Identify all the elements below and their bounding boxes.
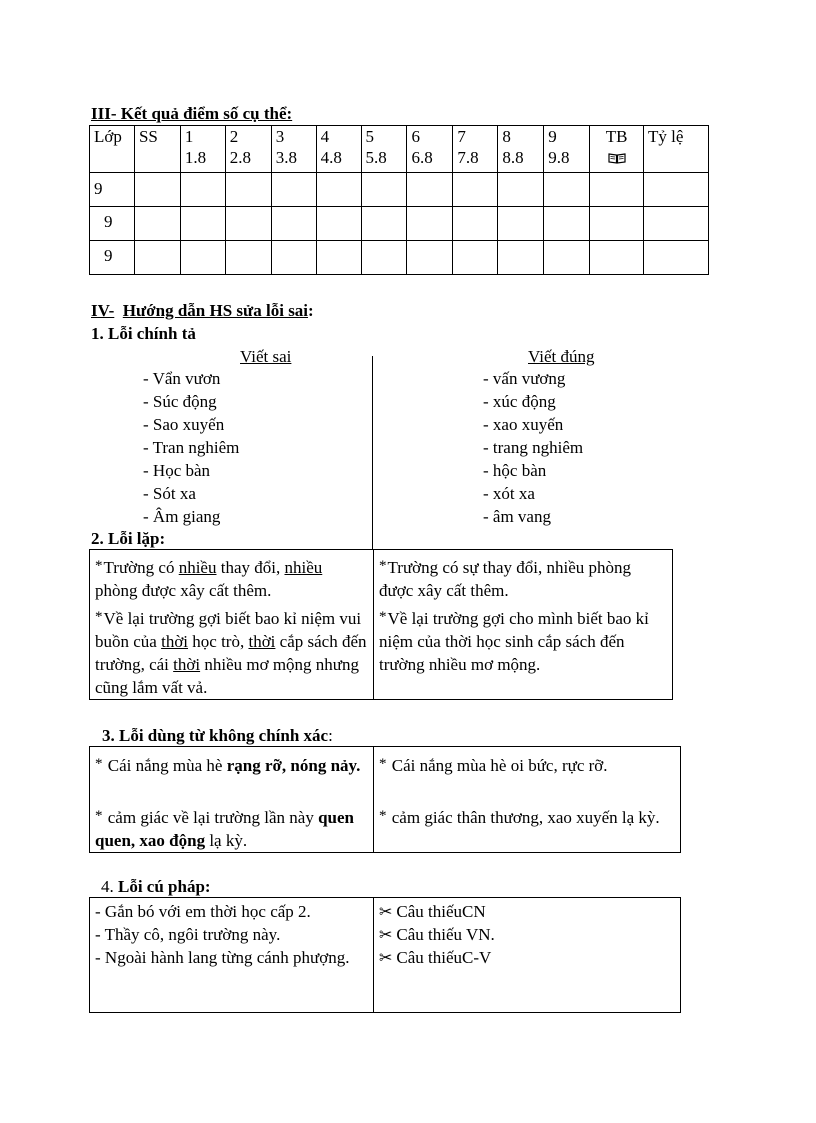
col-header: Lớp bbox=[90, 126, 135, 173]
spelling-title: 1. Lỗi chính tả bbox=[91, 324, 196, 343]
right-header: Viết đúng bbox=[528, 347, 595, 366]
col-header: 4 4.8 bbox=[316, 126, 361, 173]
asterisk-icon: * bbox=[379, 609, 387, 625]
list-item: - hộc bàn bbox=[483, 461, 547, 480]
asterisk-icon: * bbox=[95, 558, 103, 574]
repetition-title: 2. Lỗi lặp: bbox=[91, 529, 166, 548]
open-book-icon bbox=[608, 152, 626, 164]
col-header: 8 8.8 bbox=[498, 126, 544, 173]
list-item: - Âm giang bbox=[143, 507, 221, 526]
syntax-title: 4. Lỗi cú pháp: bbox=[101, 877, 211, 896]
repetition-right-2: *Về lại trường gợi cho mình biết bao kỉ niệm của thời học sinh cắp sách đến trường nhiều mơ mộng. bbox=[379, 609, 649, 674]
col-header: 1 1.8 bbox=[180, 126, 225, 173]
asterisk-icon: * bbox=[95, 756, 103, 772]
list-item: - Gắn bó với em thời học cấp 2. bbox=[95, 902, 311, 921]
scissors-icon: ✂ bbox=[379, 948, 393, 967]
list-item: - Thầy cô, ngôi trường này. bbox=[95, 925, 281, 944]
score-table bbox=[89, 125, 709, 275]
word-use-right-1: * Cái nắng mùa hè oi bức, rực rỡ. bbox=[379, 756, 608, 775]
table-row bbox=[90, 207, 709, 241]
column-divider bbox=[372, 356, 373, 550]
list-item: - âm vang bbox=[483, 507, 551, 526]
row-class: 9 bbox=[90, 207, 135, 241]
list-item: ✂ Câu thiếuC-V bbox=[379, 948, 492, 967]
syntax-wrong-list bbox=[90, 898, 373, 969]
list-item: - Sao xuyến bbox=[143, 415, 225, 434]
col-header: SS bbox=[134, 126, 180, 173]
word-use-title: 3. Lỗi dùng từ không chính xác: bbox=[102, 726, 333, 745]
list-item: - Học bàn bbox=[143, 461, 211, 480]
asterisk-icon: * bbox=[95, 609, 103, 625]
col-header: 9 9.8 bbox=[544, 126, 590, 173]
col-header: 3 3.8 bbox=[271, 126, 316, 173]
row-class: 9 bbox=[90, 241, 135, 275]
asterisk-icon: * bbox=[95, 808, 103, 824]
list-item: - Súc động bbox=[143, 392, 217, 411]
col-header: 2 2.8 bbox=[225, 126, 271, 173]
col-header: TB bbox=[590, 126, 644, 173]
col-header: 6 6.8 bbox=[407, 126, 453, 173]
word-use-wrong-2: * cảm giác về lại trường lần này quen quen, xao động lạ kỳ. bbox=[95, 808, 354, 850]
section4-title: IV- Hướng dẫn HS sửa lỗi sai: bbox=[91, 301, 314, 320]
word-use-wrong-1: * Cái nắng mùa hè rạng rỡ, nóng nảy. bbox=[95, 756, 361, 775]
col-header: Tỷ lệ bbox=[644, 126, 709, 173]
list-item: - Vẩn vươn bbox=[143, 369, 221, 388]
score-table-header bbox=[90, 126, 709, 173]
scissors-icon: ✂ bbox=[379, 902, 393, 921]
list-item: ✂ Câu thiếu VN. bbox=[379, 925, 495, 944]
section3-title: III- Kết quả điểm số cụ thể: bbox=[91, 104, 293, 123]
list-item: - xao xuyến bbox=[483, 415, 564, 434]
right-spelling-list bbox=[483, 367, 583, 528]
asterisk-icon: * bbox=[379, 756, 387, 772]
col-header: 5 5.8 bbox=[361, 126, 407, 173]
repetition-wrong-2: *Về lại trường gợi biết bao kỉ niệm vui buồn của thời học trò, thời cắp sách đến trường, cái thời nhiều mơ mộng nhưng cũng lắm vất vả. bbox=[95, 609, 367, 697]
word-use-right-2: * cảm giác thân thương, xao xuyến lạ kỳ. bbox=[379, 808, 660, 827]
wrong-spelling-list bbox=[143, 367, 239, 528]
list-item: - Tran nghiêm bbox=[143, 438, 240, 457]
asterisk-icon: * bbox=[379, 808, 387, 824]
repetition-right-1: *Trường có sự thay đổi, nhiều phòng được xây cất thêm. bbox=[379, 558, 632, 600]
list-item: ✂ Câu thiếuCN bbox=[379, 902, 486, 921]
table-row bbox=[90, 173, 709, 207]
repetition-wrong-1: *Trường có nhiều thay đổi, nhiều phòng được xây cất thêm. bbox=[95, 558, 323, 600]
list-item: - vấn vương bbox=[483, 369, 566, 388]
table-row bbox=[90, 241, 709, 275]
row-class: 9 bbox=[90, 173, 135, 207]
list-item: - Sót xa bbox=[143, 484, 196, 503]
list-item: - Ngoài hành lang từng cánh phượng. bbox=[95, 948, 350, 967]
list-item: - xót xa bbox=[483, 484, 535, 503]
list-item: - trang nghiêm bbox=[483, 438, 584, 457]
col-header: 7 7.8 bbox=[453, 126, 498, 173]
scissors-icon: ✂ bbox=[379, 925, 393, 944]
asterisk-icon: * bbox=[379, 558, 387, 574]
syntax-right-list bbox=[374, 898, 680, 969]
list-item: - xúc động bbox=[483, 392, 556, 411]
wrong-header: Viết sai bbox=[240, 347, 292, 366]
